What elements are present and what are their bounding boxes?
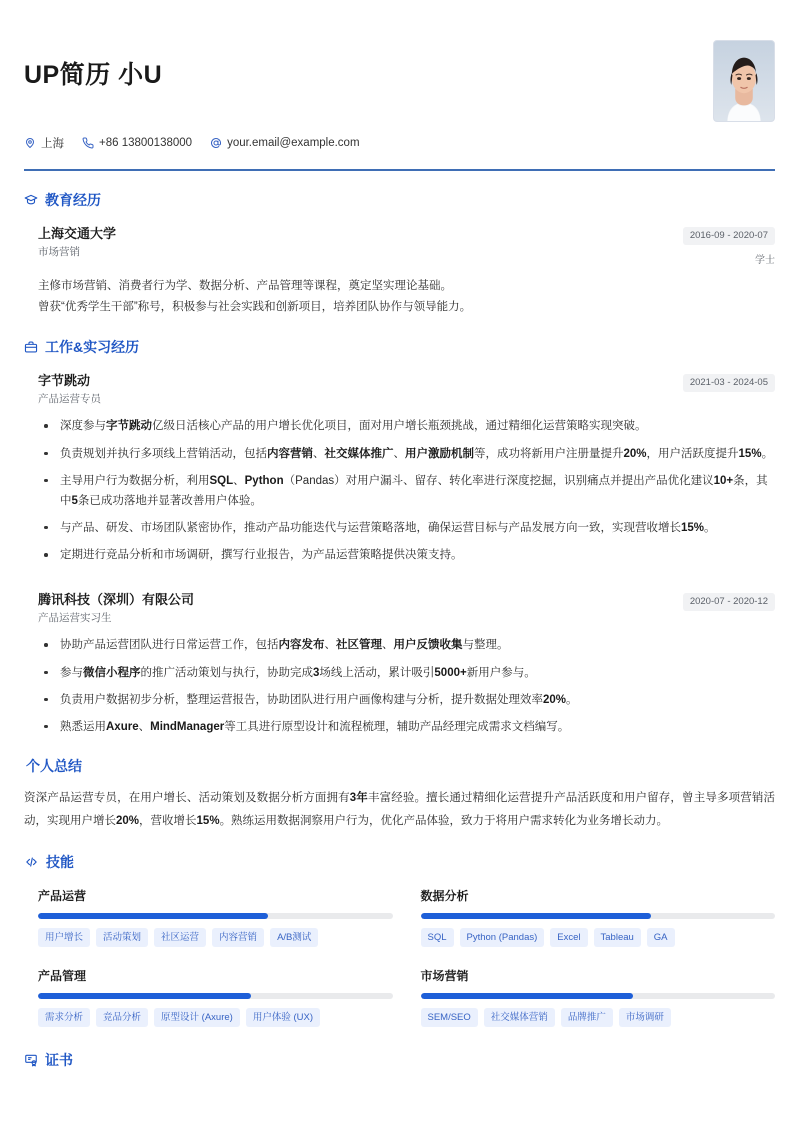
code-brackets-icon (24, 855, 39, 869)
skill-level-bar (421, 913, 776, 919)
skill-tags (38, 928, 393, 947)
section-title-education (24, 193, 775, 207)
skill-tag: 需求分析 (38, 1008, 90, 1027)
company-name: 字节跳动 (38, 373, 91, 389)
section-skills (24, 855, 775, 1028)
skill-group (38, 887, 393, 947)
work-bullet: 与产品、研发、市场团队紧密协作，推动产品功能迭代与运营策略落地，确保运营目标与产品发展方向一致，实现营收增长15%。 (38, 518, 775, 538)
portrait-photo-icon (714, 41, 774, 121)
skill-level-bar (38, 993, 393, 999)
phone-icon (82, 137, 94, 149)
contact-location[interactable] (24, 135, 64, 151)
section-education (24, 193, 775, 318)
skill-group (421, 967, 776, 1027)
skill-tag: 活动策划 (96, 928, 148, 947)
work-bullet: 负责规划并执行多项线上营销活动，包括内容营销、社交媒体推广、用户激励机制等，成功将新用户注册量提升20%，用户活跃度提升15%。 (38, 444, 775, 464)
section-label-education: 教育经历 (45, 192, 101, 209)
entry-headings (38, 591, 667, 625)
contact-phone-text: +86 13800138000 (99, 137, 193, 150)
skill-group-name: 产品运营 (38, 888, 87, 903)
skill-tag: 内容营销 (212, 928, 264, 947)
skill-tag: 用户增长 (38, 928, 90, 947)
date-badge: 2020-07 - 2020-12 (683, 593, 775, 610)
skill-tag: Python (Pandas) (460, 928, 545, 947)
contact-phone[interactable] (82, 137, 192, 149)
section-label-skills: 技能 (46, 853, 74, 870)
education-line: 曾获“优秀学生干部”称号，积极参与社会实践和创新项目，培养团队协作与领导能力。 (38, 300, 472, 313)
work-bullet: 定期进行竞品分析和市场调研，撰写行业报告，为产品运营策略提供决策支持。 (38, 545, 775, 565)
certificate-icon (24, 1053, 38, 1067)
header-divider (24, 169, 775, 171)
date-badge: 2021-03 - 2024-05 (683, 374, 775, 391)
skill-tag: 市场调研 (619, 1008, 671, 1027)
header-left (24, 38, 713, 151)
work-entry (24, 591, 775, 737)
entry-meta (667, 372, 775, 391)
education-description (38, 276, 775, 319)
skill-tags (421, 1008, 776, 1027)
company-name: 腾讯科技（深圳）有限公司 (38, 592, 195, 608)
skill-tag: 社交媒体营销 (484, 1008, 555, 1027)
summary-text: 资深产品运营专员，在用户增长、活动策划及数据分析方面拥有3年丰富经验。擅长通过精细化运营提升产品活跃度和用户留存，曾主导多项营销活动，实现用户增长20%，营收增长15%。熟练运用数据洞察用户行为，优化产品体验，致力于将用户需求转化为业务增长动力。 (24, 791, 775, 827)
skill-level-fill (421, 913, 651, 919)
skill-group (38, 967, 393, 1027)
section-title-work (24, 340, 775, 354)
skill-group-name: 市场营销 (420, 969, 469, 984)
work-bullet: 协助产品运营团队进行日常运营工作，包括内容发布、社区管理、用户反馈收集与整理。 (38, 635, 775, 655)
skill-level-bar (421, 993, 776, 999)
skill-tag: 竞品分析 (96, 1008, 148, 1027)
briefcase-icon (24, 340, 38, 354)
page-title: UP简历 小U (24, 61, 163, 89)
entry-headings (38, 225, 667, 259)
skill-tag: Excel (550, 928, 587, 947)
school-name: 上海交通大学 (38, 226, 117, 242)
section-label-summary: 个人总结 (26, 757, 82, 774)
avatar (713, 40, 775, 122)
work-bullet: 熟悉运用Axure、MindManager等工具进行原型设计和流程梳理，辅助产品经理完成需求文档编写。 (38, 717, 775, 737)
skill-tags (38, 1008, 393, 1027)
skill-tag: GA (647, 928, 675, 947)
job-title: 产品运营实习生 (38, 611, 112, 624)
work-bullets (38, 416, 775, 565)
section-title-summary (24, 759, 775, 773)
date-badge: 2016-09 - 2020-07 (683, 227, 775, 244)
major-name: 市场营销 (38, 245, 80, 258)
work-bullet: 参与微信小程序的推广活动策划与执行，协助完成3场线上活动，累计吸引5000+新用户参与。 (38, 663, 775, 683)
skill-tag: 品牌推广 (561, 1008, 613, 1027)
skill-tag: 社区运营 (154, 928, 206, 947)
skill-tag: 原型设计 (Axure) (154, 1008, 240, 1027)
skill-group-name: 产品管理 (38, 969, 87, 984)
resume-header (24, 22, 775, 151)
entry-head (38, 591, 775, 625)
work-entry (24, 372, 775, 565)
skill-level-fill (38, 913, 268, 919)
skill-group-name: 数据分析 (420, 888, 469, 903)
graduation-cap-icon (24, 193, 38, 207)
section-title-skills (24, 855, 775, 869)
entry-head (38, 225, 775, 265)
work-bullet: 深度参与字节跳动亿级日活核心产品的用户增长优化项目，面对用户增长瓶颈挑战，通过精细化运营策略实现突破。 (38, 416, 775, 436)
entry-headings (38, 372, 667, 406)
section-label-work: 工作&实习经历 (45, 339, 140, 356)
at-email-icon (210, 137, 222, 149)
education-entry (24, 225, 775, 318)
degree-label: 学士 (755, 254, 775, 266)
skill-level-fill (421, 993, 634, 999)
contact-email-text: your.email@example.com (227, 137, 360, 150)
education-line: 主修市场营销、消费者行为学、数据分析、产品管理等课程，奠定坚实理论基础。 (38, 279, 452, 292)
skill-level-fill (38, 993, 251, 999)
location-pin-icon (24, 137, 36, 149)
entry-head (38, 372, 775, 406)
section-certificates (24, 1053, 775, 1073)
work-bullets (38, 635, 775, 737)
contact-row (24, 135, 713, 151)
job-title: 产品运营专员 (38, 392, 101, 405)
section-label-certificates: 证书 (45, 1052, 73, 1069)
skill-tag: SQL (421, 928, 454, 947)
contact-email[interactable] (210, 137, 359, 149)
skill-tag: Tableau (594, 928, 641, 947)
section-work (24, 340, 775, 737)
skills-grid (24, 887, 775, 1028)
work-bullet: 负责用户数据初步分析，整理运营报告，协助团队进行用户画像构建与分析，提升数据处理效率20%。 (38, 690, 775, 710)
skill-tag: SEM/SEO (421, 1008, 478, 1027)
section-title-certificates (24, 1053, 775, 1067)
work-bullet: 主导用户行为数据分析，利用SQL、Python（Pandas）对用户漏斗、留存、转化率进行深度挖掘，识别痛点并提出产品优化建议10+条，其中5条已成功落地并显著改善用户体验。 (38, 471, 775, 511)
entry-meta (667, 591, 775, 610)
skill-tags (421, 928, 776, 947)
entry-meta (667, 225, 775, 265)
skill-level-bar (38, 913, 393, 919)
skill-group (421, 887, 776, 947)
skill-tag: 用户体验 (UX) (246, 1008, 320, 1027)
contact-location-text: 上海 (41, 138, 64, 151)
skill-tag: A/B测试 (270, 928, 318, 947)
section-summary (24, 759, 775, 833)
